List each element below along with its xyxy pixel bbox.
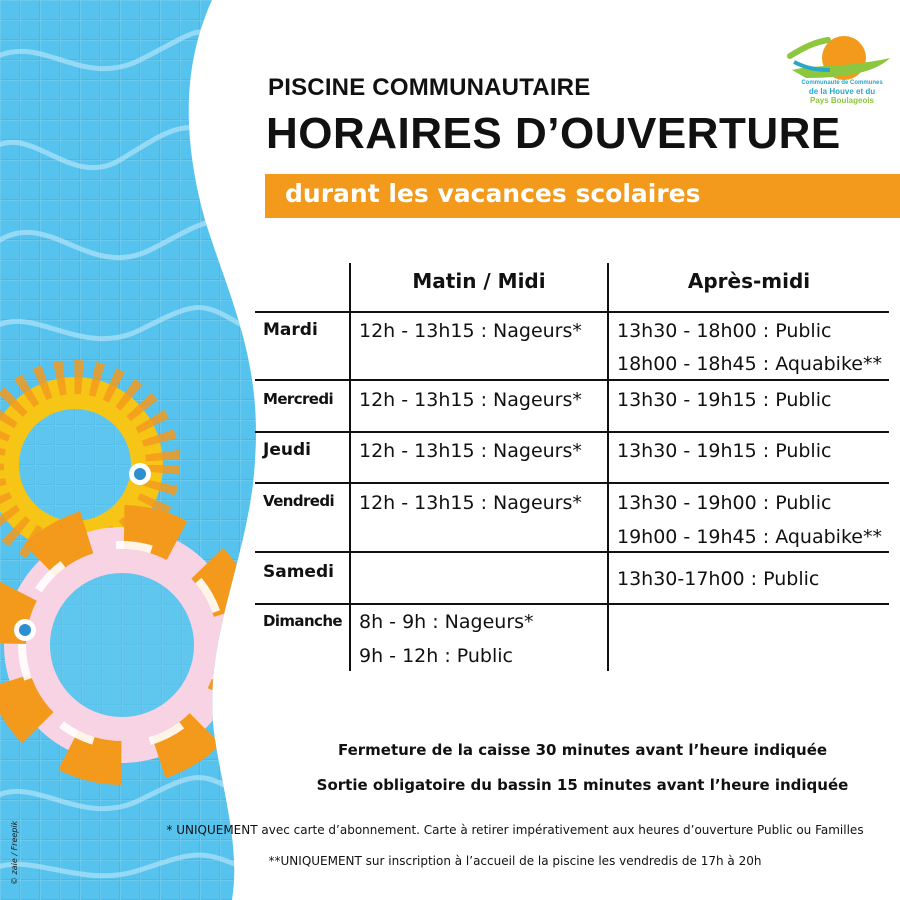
footnote-subscription: * UNIQUEMENT avec carte d’abonnement. Carte à retirer impérativement aux heures d’ouverture Public ou Familles	[166, 823, 864, 837]
column-header-morning: Matin / Midi	[412, 269, 546, 293]
logo-line-1: Communauté de Communes	[801, 80, 883, 86]
morning-slot: 9h - 12h : Public	[359, 645, 513, 667]
logo-line-2: de la Houve et du	[808, 87, 876, 96]
afternoon-slot: 13h30-17h00 : Public	[617, 568, 820, 590]
page-title: HORAIRES D’OUVERTURE	[266, 109, 841, 158]
afternoon-slot: 18h00 - 18h45 : Aquabike**	[617, 353, 882, 375]
afternoon-slot: 13h30 - 19h15 : Public	[617, 389, 832, 411]
morning-slot: 12h - 13h15 : Nageurs*	[359, 389, 582, 411]
table-divider-h3	[255, 431, 889, 433]
morning-slot: 8h - 9h : Nageurs*	[359, 611, 534, 633]
day-label: Samedi	[263, 562, 334, 582]
morning-slot: 12h - 13h15 : Nageurs*	[359, 320, 582, 342]
morning-slot: 12h - 13h15 : Nageurs*	[359, 492, 582, 514]
image-credit: © zaie / Freepik	[10, 820, 19, 885]
afternoon-slot: 13h30 - 18h00 : Public	[617, 320, 832, 342]
table-divider-h2	[255, 379, 889, 381]
logo-line-3: Pays Boulageois	[809, 96, 875, 105]
period-banner	[265, 174, 900, 218]
afternoon-slot: 13h30 - 19h00 : Public	[617, 492, 832, 514]
footnote-aquabike: **UNIQUEMENT sur inscription à l’accueil de la piscine les vendredis de 17h à 20h	[268, 854, 762, 868]
note-pool-exit: Sortie obligatoire du bassin 15 minutes avant l’heure indiquée	[316, 776, 849, 794]
morning-slot: 12h - 13h15 : Nageurs*	[359, 440, 582, 462]
day-label: Dimanche	[263, 612, 342, 630]
table-divider-h6	[255, 603, 889, 605]
table-divider-h5	[255, 551, 889, 553]
day-label: Mercredi	[263, 390, 334, 408]
day-label: Mardi	[263, 320, 318, 340]
period-banner-text: durant les vacances scolaires	[285, 179, 701, 208]
table-divider-h4	[255, 482, 889, 484]
day-label: Jeudi	[263, 440, 311, 460]
day-label: Vendredi	[263, 492, 335, 510]
pool-illustration	[0, 0, 300, 900]
table-divider-v1	[349, 263, 351, 671]
note-cashier-closing: Fermeture de la caisse 30 minutes avant l’heure indiquée	[337, 741, 828, 759]
table-divider-h1	[255, 311, 889, 313]
afternoon-slot: 19h00 - 19h45 : Aquabike**	[617, 526, 882, 548]
column-header-afternoon: Après-midi	[687, 269, 811, 293]
afternoon-slot: 13h30 - 19h15 : Public	[617, 440, 832, 462]
table-divider-v2	[607, 263, 609, 671]
page-subtitle: PISCINE COMMUNAUTAIRE	[268, 74, 591, 101]
